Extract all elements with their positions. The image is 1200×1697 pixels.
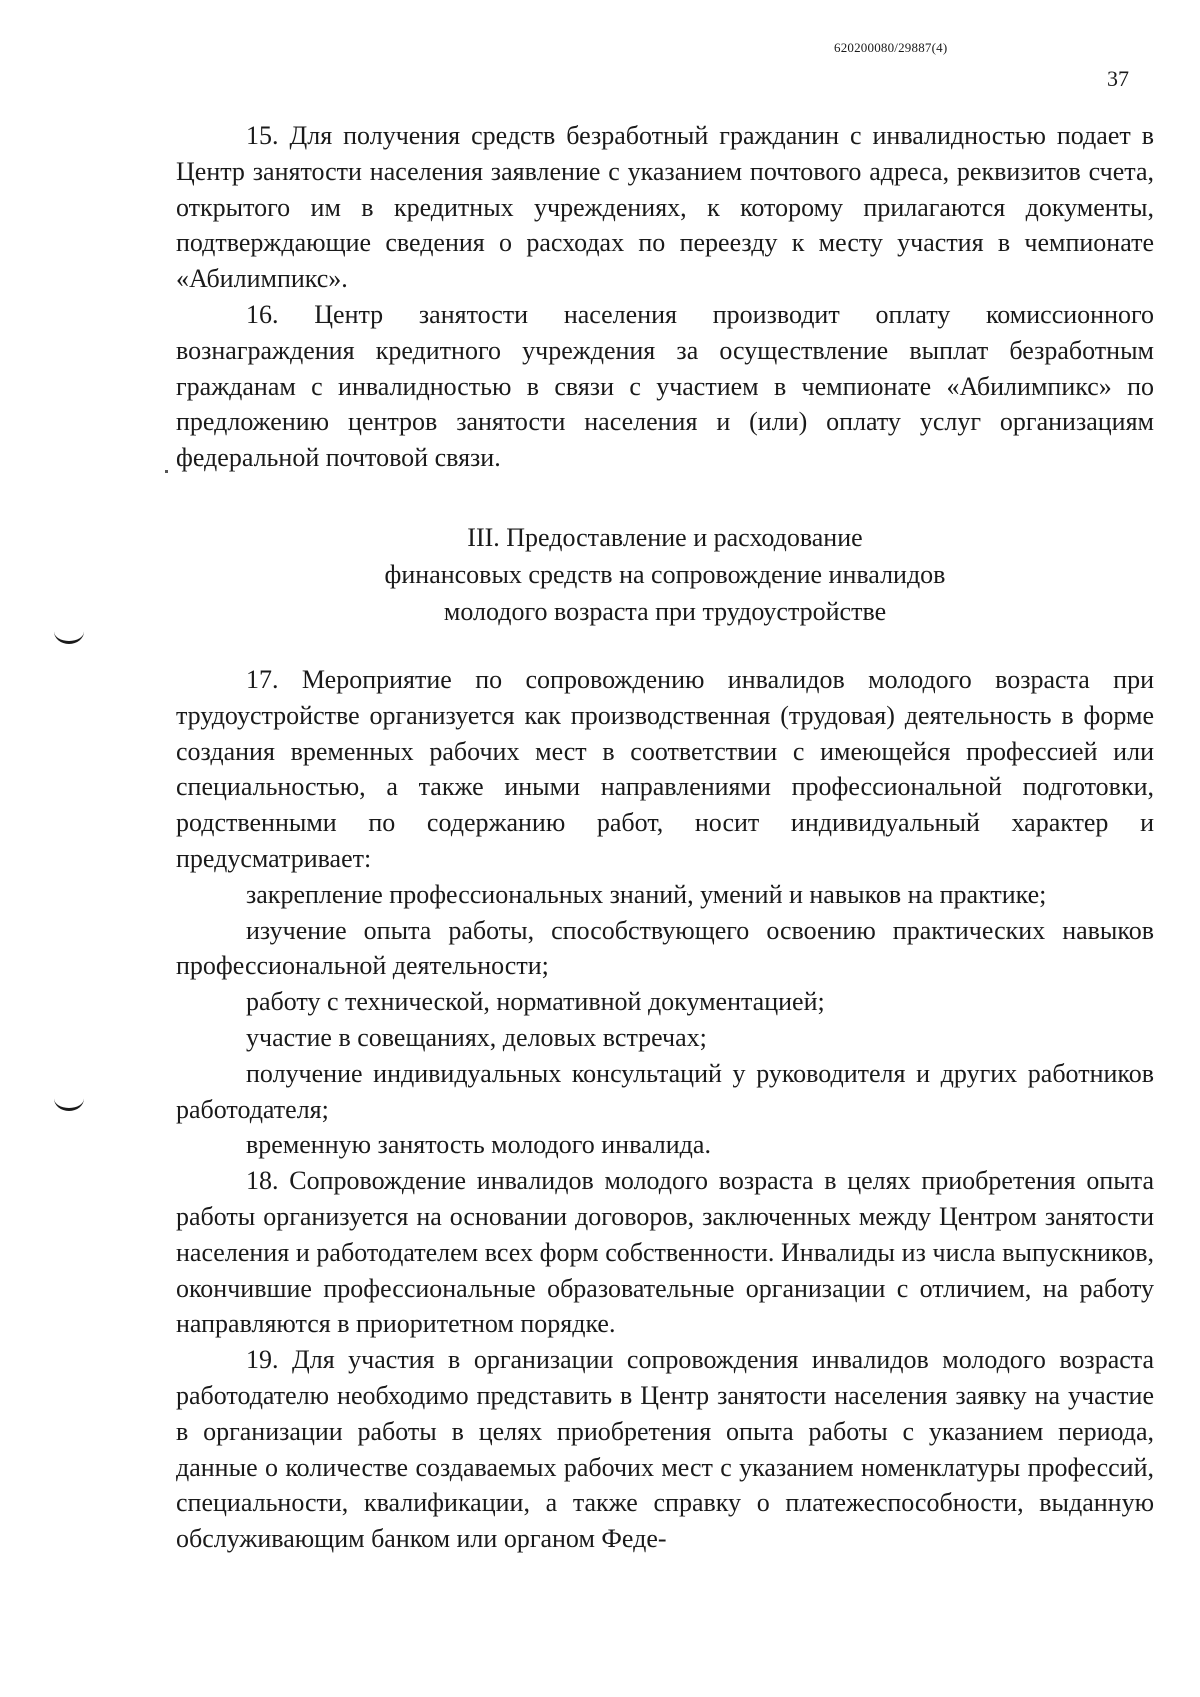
scan-binding-mark: [54, 1096, 84, 1111]
section-heading-line-3: молодого возраста при трудоустройстве: [443, 597, 887, 626]
scan-speck: [165, 470, 168, 473]
paragraph-15: 15. Для получения средств безработный гражданин с инвалидностью подает в Центр занятости населения заявление с указанием почтового адреса, реквизитов счета, открытого им в кредитных учреждениях, к которому прилагаются документы, подтверждающие сведения о расходах по переезду к месту участия в чемпионате «Абилимпикс».: [176, 121, 1154, 294]
list-item: временную занятость молодого инвалида.: [246, 1130, 711, 1160]
list-item: изучение опыта работы, способствующего освоению практических навыков профессиональной деятельности;: [176, 915, 1154, 981]
list-item: получение индивидуальных консультаций у руководителя и других работников работодателя;: [176, 1058, 1154, 1124]
section-heading: [176, 519, 1154, 630]
list-item: работу с технической, нормативной документацией;: [246, 987, 825, 1017]
section-heading-line-1: III. Предоставление и расходование: [467, 523, 863, 552]
page-number: 37: [1107, 66, 1129, 91]
paragraph-19: 19. Для участия в организации сопровождения инвалидов молодого возраста работодателю необходимо представить в Центр занятости населения заявку на участие в организации работы в целях приобретения опыта работы с указанием периода, данные о количестве создаваемых рабочих мест с указанием номенклатуры профессий, специальности, квалификации, а также справку о платежеспособности, выданную обслуживающим банком или органом Феде-: [176, 1345, 1154, 1554]
paragraph-17: 17. Мероприятие по сопровождению инвалидов молодого возраста при трудоустройстве организуется как производственная (трудовая) деятельность в форме создания временных рабочих мест в соответствии с имеющейся профессией или специальностью, а также иными направлениями профессиональной подготовки, родственными по содержанию работ, носит индивидуальный характер и предусматривает:: [176, 665, 1154, 873]
paragraph-18: 18. Сопровождение инвалидов молодого возраста в целях приобретения опыта работы организуется на основании договоров, заключенных между Центром занятости населения и работодателем всех форм собственности. Инвалиды из числа выпускников, окончившие профессиональные образовательные организации с отличием, на работу направляются в приоритетном порядке.: [176, 1166, 1154, 1339]
list-item: закрепление профессиональных знаний, умений и навыков на практике;: [246, 879, 1047, 909]
paragraph-16: 16. Центр занятости населения производит оплату комиссионного вознаграждения кредитного учреждения за осуществление выплат безработным гражданам с инвалидностью в связи с участием в чемпионате «Абилимпикс» по предложению центров занятости населения и (или) оплату услуг организациям федеральной почтовой связи.: [176, 299, 1154, 473]
scan-binding-mark: [54, 629, 84, 644]
document-id: 620200080/29887(4): [834, 40, 948, 55]
text-block-top: [176, 118, 1154, 476]
list-item: участие в совещаниях, деловых встречах;: [246, 1022, 707, 1052]
text-block-bottom: [176, 662, 1154, 1557]
section-heading-line-2: финансовых средств на сопровождение инвалидов: [384, 560, 946, 589]
